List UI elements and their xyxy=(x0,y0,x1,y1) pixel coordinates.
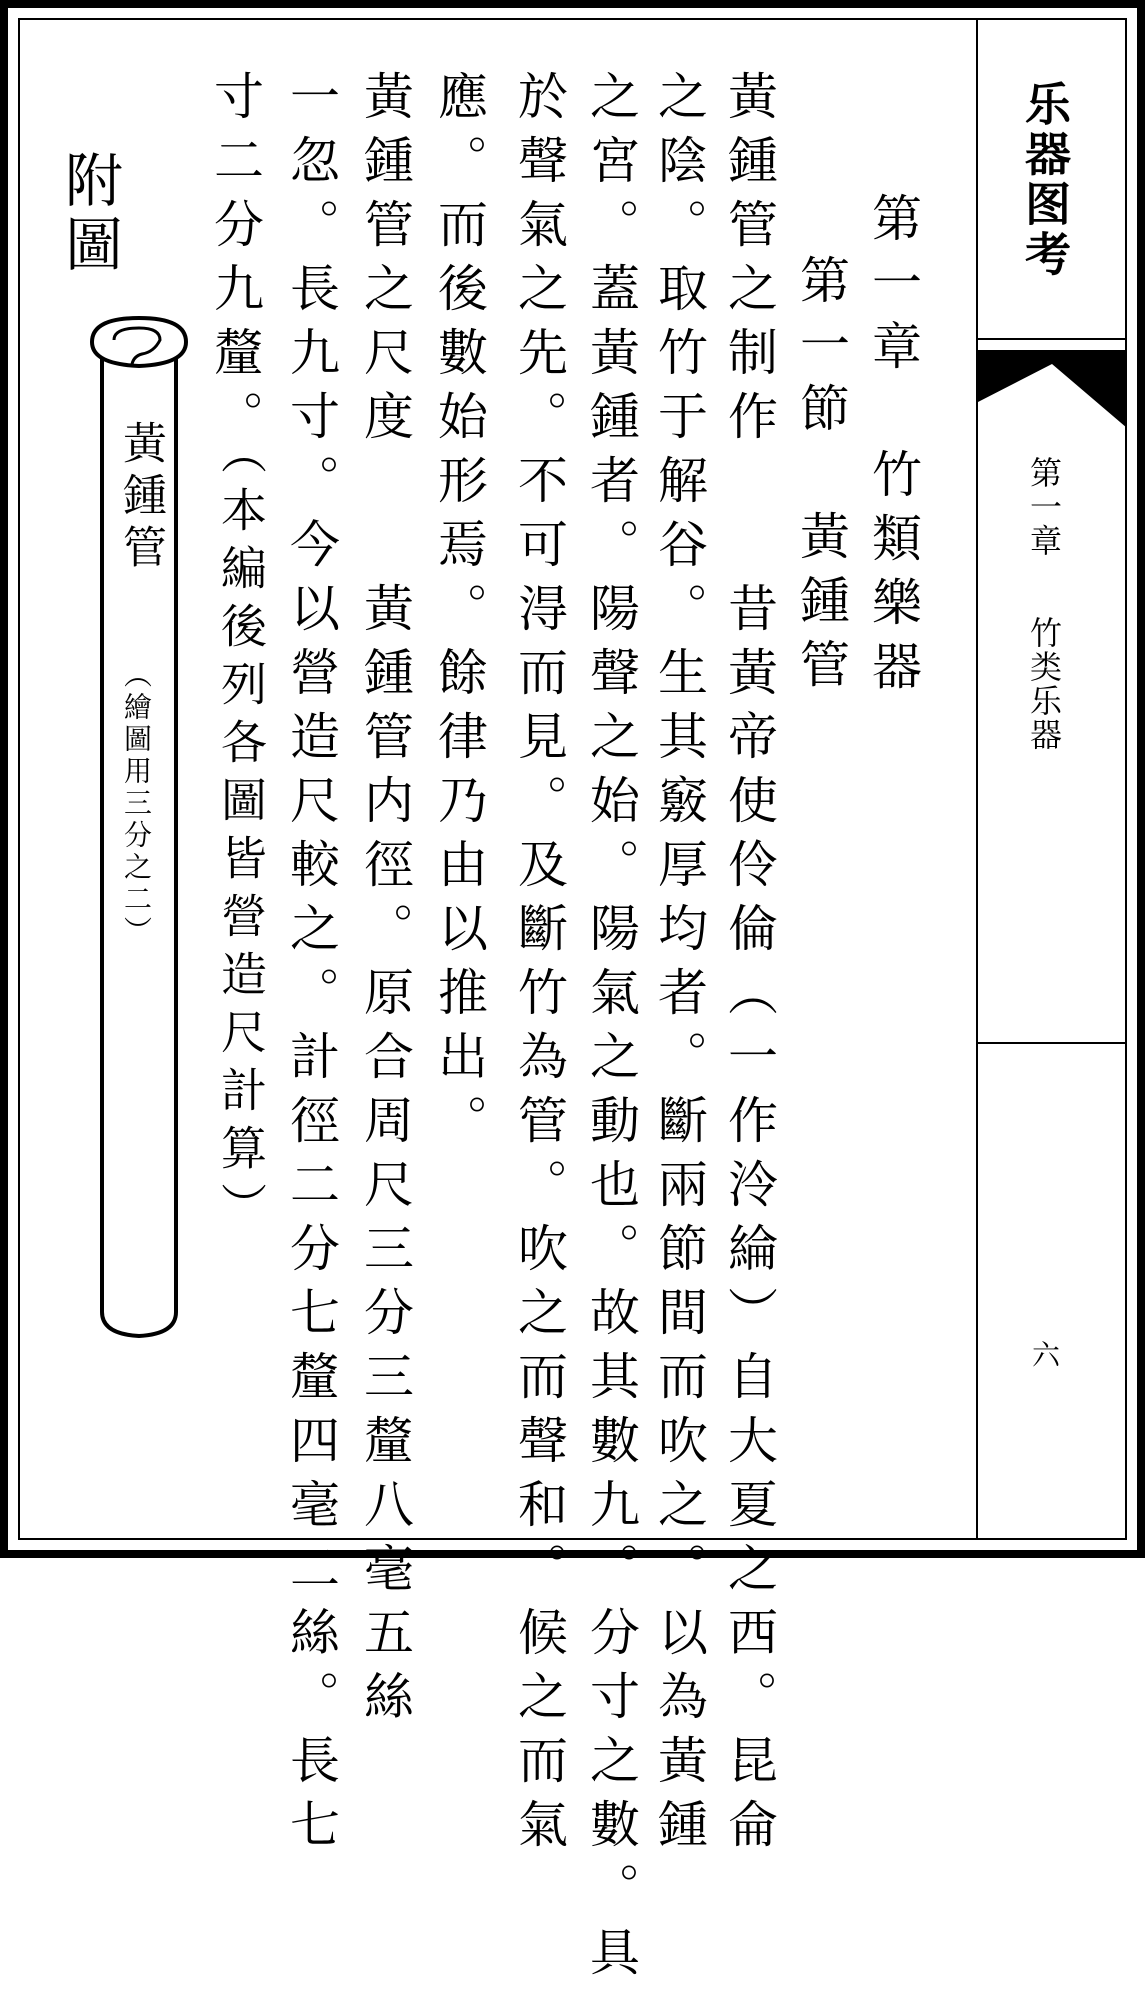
sidebar-rule-bottom xyxy=(978,1042,1127,1044)
sidebar-rule-top xyxy=(978,338,1127,340)
text-note: （本編後列各圖皆營造尺計算） xyxy=(214,428,268,1240)
text-column: 應。而後數始形焉。餘律乃由以推出。 xyxy=(430,70,488,1158)
text-column: 之陰。取竹于解谷。生其竅厚均者。斷兩節間而吹之。以為黃鍾 xyxy=(650,70,708,1862)
book-title: 乐器图考 xyxy=(1018,80,1072,280)
text-column: 黃鍾管之尺度 黃鍾管内徑。原合周尺三分三釐八毫五絲 xyxy=(356,70,414,1734)
sidebar-chevron-band xyxy=(978,350,1127,428)
section-heading: 第一節 黃鍾管 xyxy=(792,254,850,702)
sidebar-section-label: 竹类乐器 xyxy=(1025,616,1063,752)
text-column: 寸二分九釐。 xyxy=(206,70,264,454)
page-number: 六 xyxy=(1028,1340,1061,1368)
figure-heading: 附圖 xyxy=(55,150,123,278)
sidebar-chapter-label: 第一章 xyxy=(1025,456,1063,558)
pipe-note: （繪圖用三分之二） xyxy=(120,660,153,948)
text-column: 之宮。蓋黃鍾者。陽聲之始。陽氣之動也。故其數九。分寸之數。具 xyxy=(582,70,640,1990)
sidebar-divider xyxy=(976,18,978,1540)
text-column: 一忽。長九寸。今以營造尺較之。計徑二分七釐四毫二絲。長七 xyxy=(282,70,340,1862)
text-column: 黃鍾管之制作 昔黃帝使伶倫（一作泠綸）自大夏之西。昆侖 xyxy=(720,70,778,1862)
chapter-heading: 第一章 竹類樂器 xyxy=(864,192,922,704)
text-column: 於聲氣之先。不可淂而見。及斷竹為管。吹之而聲和。候之而氣 xyxy=(510,70,568,1862)
pipe-label: 黃鍾管 xyxy=(115,420,166,576)
